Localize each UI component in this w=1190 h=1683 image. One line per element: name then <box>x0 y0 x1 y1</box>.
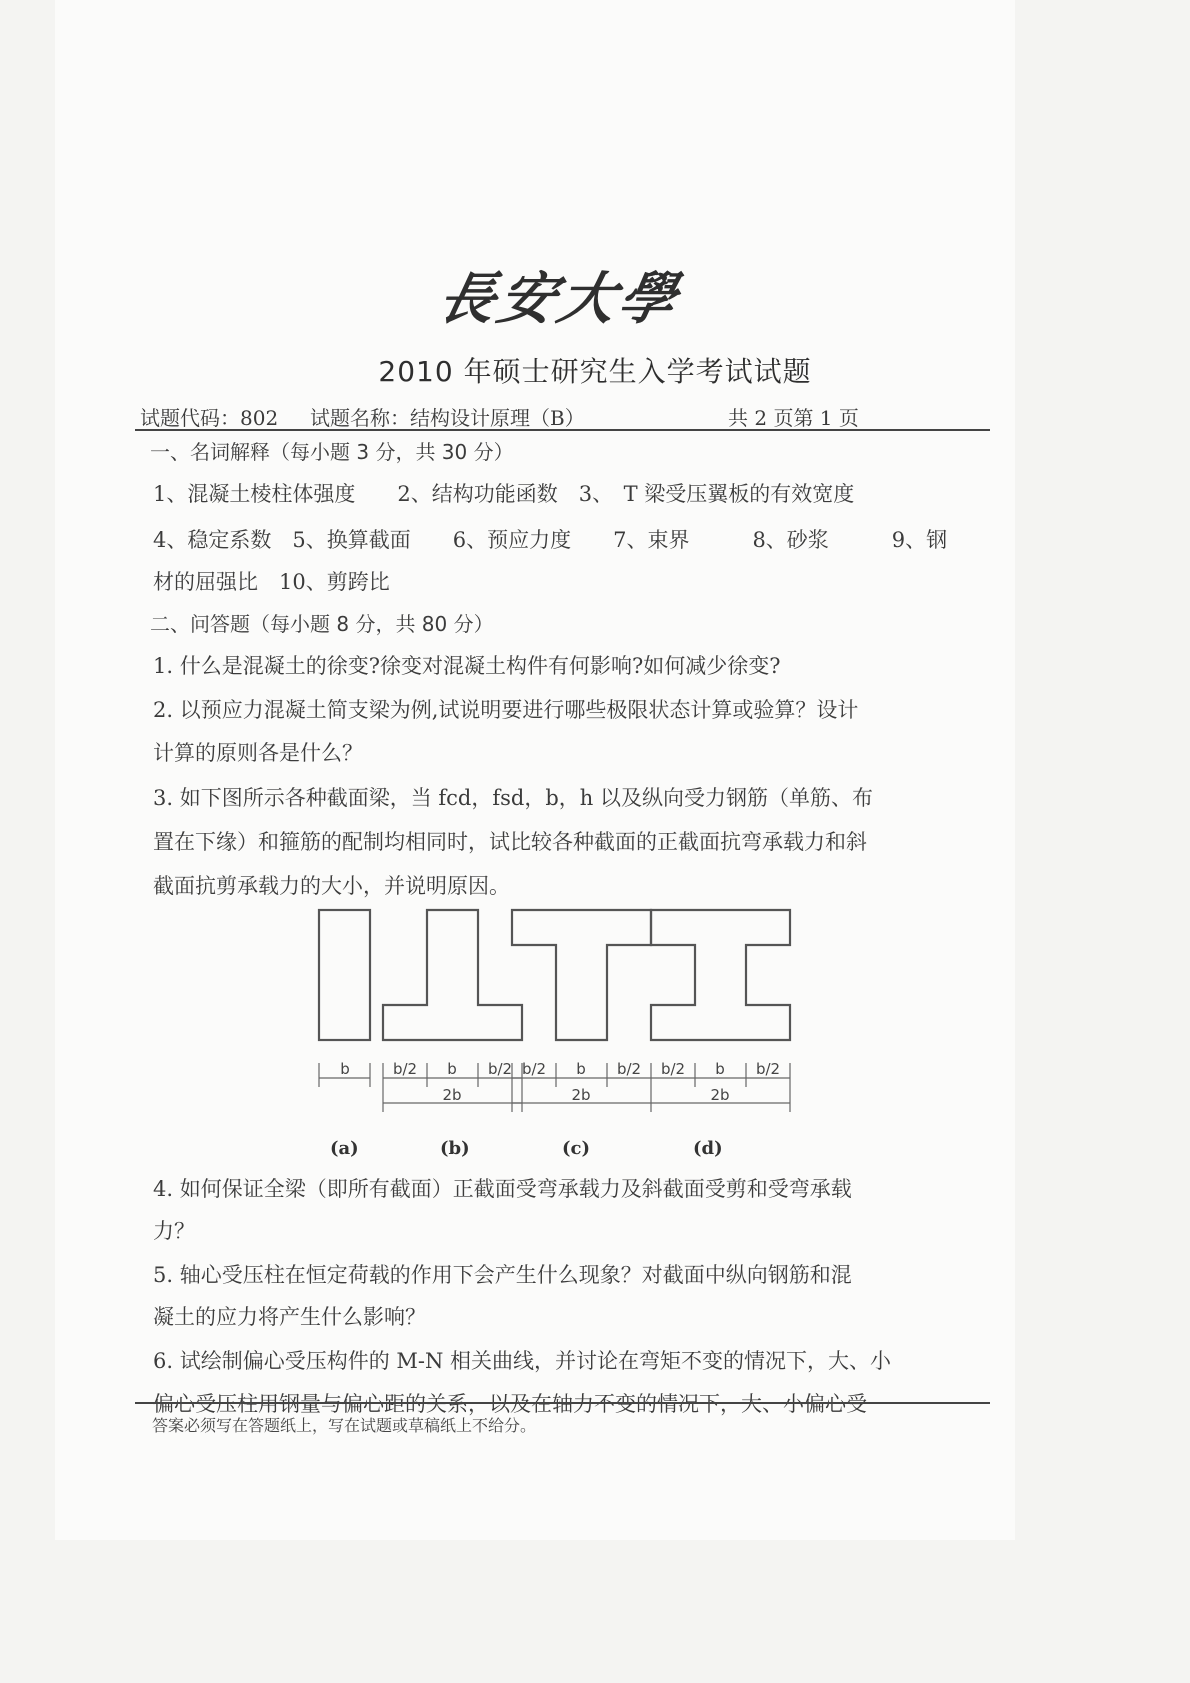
section-a-rectangle <box>319 910 370 1040</box>
dim-c-half-right: b/2 <box>616 1060 642 1078</box>
dim-a-b: b <box>340 1060 350 1078</box>
terms-line-2: 4、稳定系数 5、换算截面 6、预应力度 7、束界 8、砂浆 9、钢 <box>153 528 948 552</box>
exam-title: 2010 年硕士研究生入学考试试题 <box>378 355 812 388</box>
dim-c-b: b <box>576 1060 586 1078</box>
dim-d-half-left: b/2 <box>660 1060 686 1078</box>
dim-b-b: b <box>447 1060 457 1078</box>
section-b-inverted-t <box>383 910 522 1040</box>
question-4-line-1: 4. 如何保证全梁（即所有截面）正截面受弯承载力及斜截面受剪和受弯承载 <box>153 1177 852 1201</box>
exam-code: 试题代码：802 <box>140 406 279 430</box>
question-5-line-1: 5. 轴心受压柱在恒定荷载的作用下会产生什么现象？对截面中纵向钢筋和混 <box>153 1263 852 1287</box>
label-b: (b) <box>440 1138 470 1159</box>
label-d: (d) <box>693 1138 723 1159</box>
footer-rule <box>135 1402 990 1404</box>
label-c: (c) <box>562 1138 590 1159</box>
question-3-line-3: 截面抗剪承载力的大小，并说明原因。 <box>153 874 510 898</box>
question-3-line-2: 置在下缘）和箍筋的配制均相同时，试比较各种截面的正截面抗弯承载力和斜 <box>153 830 867 854</box>
beam-sections-figure <box>300 905 820 1145</box>
question-1: 1. 什么是混凝土的徐变?徐变对混凝土构件有何影响?如何减少徐变? <box>153 654 781 678</box>
dim-d-total: 2b <box>710 1086 730 1104</box>
section-1-heading: 一、名词解释（每小题 3 分，共 30 分） <box>150 440 514 464</box>
question-3-line-1: 3. 如下图所示各种截面梁，当 fcd，fsd，b，h 以及纵向受力钢筋（单筋、布 <box>153 786 873 810</box>
university-logo <box>431 255 778 335</box>
header-rule <box>135 429 990 431</box>
terms-line-1: 1、混凝土棱柱体强度 2、结构功能函数 3、 T 梁受压翼板的有效宽度 <box>153 482 855 506</box>
dim-d-half-right: b/2 <box>755 1060 781 1078</box>
dim-d-b: b <box>715 1060 725 1078</box>
page-count: 共 2 页第 1 页 <box>728 406 859 430</box>
dim-b-total: 2b <box>442 1086 462 1104</box>
terms-line-3: 材的屈强比 10、剪跨比 <box>153 570 390 594</box>
question-5-line-2: 凝土的应力将产生什么影响？ <box>153 1305 426 1329</box>
section-2-heading: 二、问答题（每小题 8 分，共 80 分） <box>150 612 494 636</box>
exam-name: 试题名称：结构设计原理（B） <box>310 406 585 430</box>
section-c-t <box>512 910 651 1040</box>
label-a: (a) <box>330 1138 359 1159</box>
question-2-line-1: 2. 以预应力混凝土简支梁为例,试说明要进行哪些极限状态计算或验算？设计 <box>153 698 859 722</box>
question-6-line-1: 6. 试绘制偏心受压构件的 M-N 相关曲线，并讨论在弯矩不变的情况下，大、小 <box>153 1349 892 1373</box>
dim-c-total: 2b <box>571 1086 591 1104</box>
dim-b-half-left: b/2 <box>392 1060 418 1078</box>
question-6-line-2: 偏心受压柱用钢量与偏心距的关系，以及在轴力不变的情况下，大、小偏心受 <box>153 1392 867 1416</box>
logo-text: 長安大學 <box>432 266 687 332</box>
dim-b-half-right: b/2 <box>487 1060 513 1078</box>
section-d-i <box>651 910 790 1040</box>
footer-note: 答案必须写在答题纸上，写在试题或草稿纸上不给分。 <box>152 1416 537 1435</box>
question-2-line-2: 计算的原则各是什么？ <box>153 741 363 765</box>
dim-c-half-left: b/2 <box>521 1060 547 1078</box>
question-4-line-2: 力？ <box>153 1219 195 1243</box>
